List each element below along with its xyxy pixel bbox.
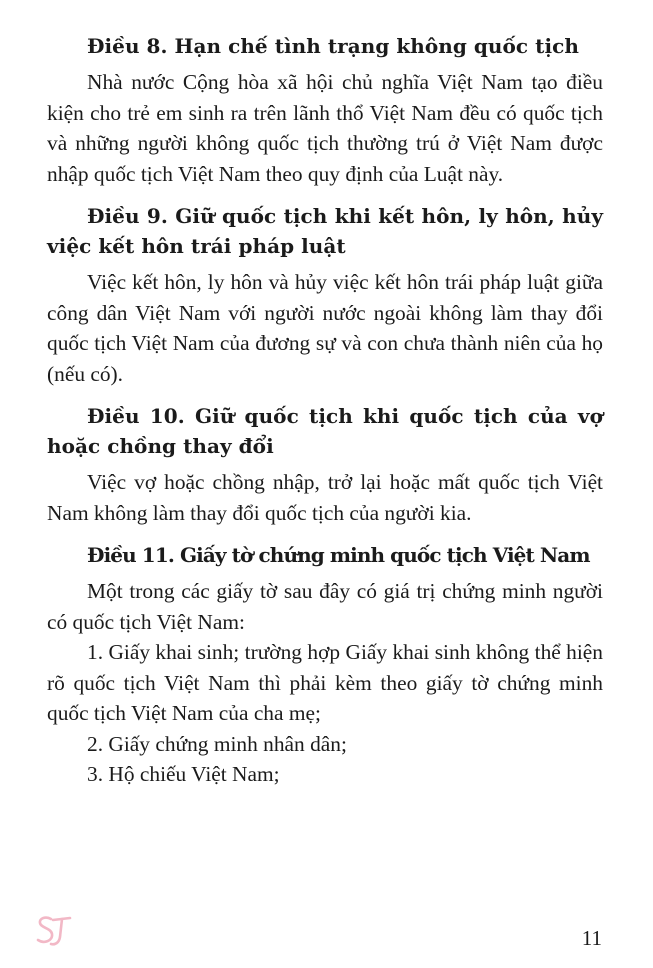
- article-paragraph: Một trong các giấy tờ sau đây có giá trị chứng minh người có quốc tịch Việt Nam:: [47, 579, 603, 634]
- article-heading: Điều 9. Giữ quốc tịch khi kết hôn, ly hôn, hủy việc kết hôn trái pháp luật: [47, 204, 603, 258]
- article-paragraph: Việc vợ hoặc chồng nhập, trở lại hoặc mất quốc tịch Việt Nam không làm thay đổi quốc tịch của người kia.: [47, 470, 603, 525]
- page-number: 11: [581, 926, 602, 950]
- article-10: [47, 401, 603, 528]
- article-heading: Điều 10. Giữ quốc tịch khi quốc tịch của vợ hoặc chồng thay đổi: [47, 404, 603, 458]
- list-item: 2. Giấy chứng minh nhân dân;: [87, 731, 347, 756]
- article-9: [47, 201, 603, 389]
- list-item: 3. Hộ chiếu Việt Nam;: [87, 762, 280, 786]
- article-8: [47, 31, 603, 189]
- article-heading: Điều 11. Giấy tờ chứng minh quốc tịch Việt Nam: [87, 543, 590, 567]
- article-heading: Điều 8. Hạn chế tình trạng không quốc tịch: [87, 34, 579, 58]
- article-11: [47, 540, 603, 790]
- st-watermark-logo: [34, 913, 74, 949]
- article-paragraph: Nhà nước Cộng hòa xã hội chủ nghĩa Việt Nam tạo điều kiện cho trẻ em sinh ra trên lãnh thổ Việt Nam đều có quốc tịch và những người không quốc tịch thường trú ở Việt Nam được nhập quốc tịch Việt Nam theo quy định của Luật này.: [47, 70, 603, 186]
- list-item: 1. Giấy khai sinh; trường hợp Giấy khai sinh không thể hiện rõ quốc tịch Việt Nam thì phải kèm theo giấy tờ chứng minh quốc tịch Việt Nam của cha mẹ;: [47, 640, 603, 725]
- page-content: [47, 31, 603, 802]
- article-paragraph: Việc kết hôn, ly hôn và hủy việc kết hôn trái pháp luật giữa công dân Việt Nam với người nước ngoài không làm thay đổi quốc tịch Việt Nam của đương sự và con chưa thành niên của họ (nếu có).: [47, 270, 603, 386]
